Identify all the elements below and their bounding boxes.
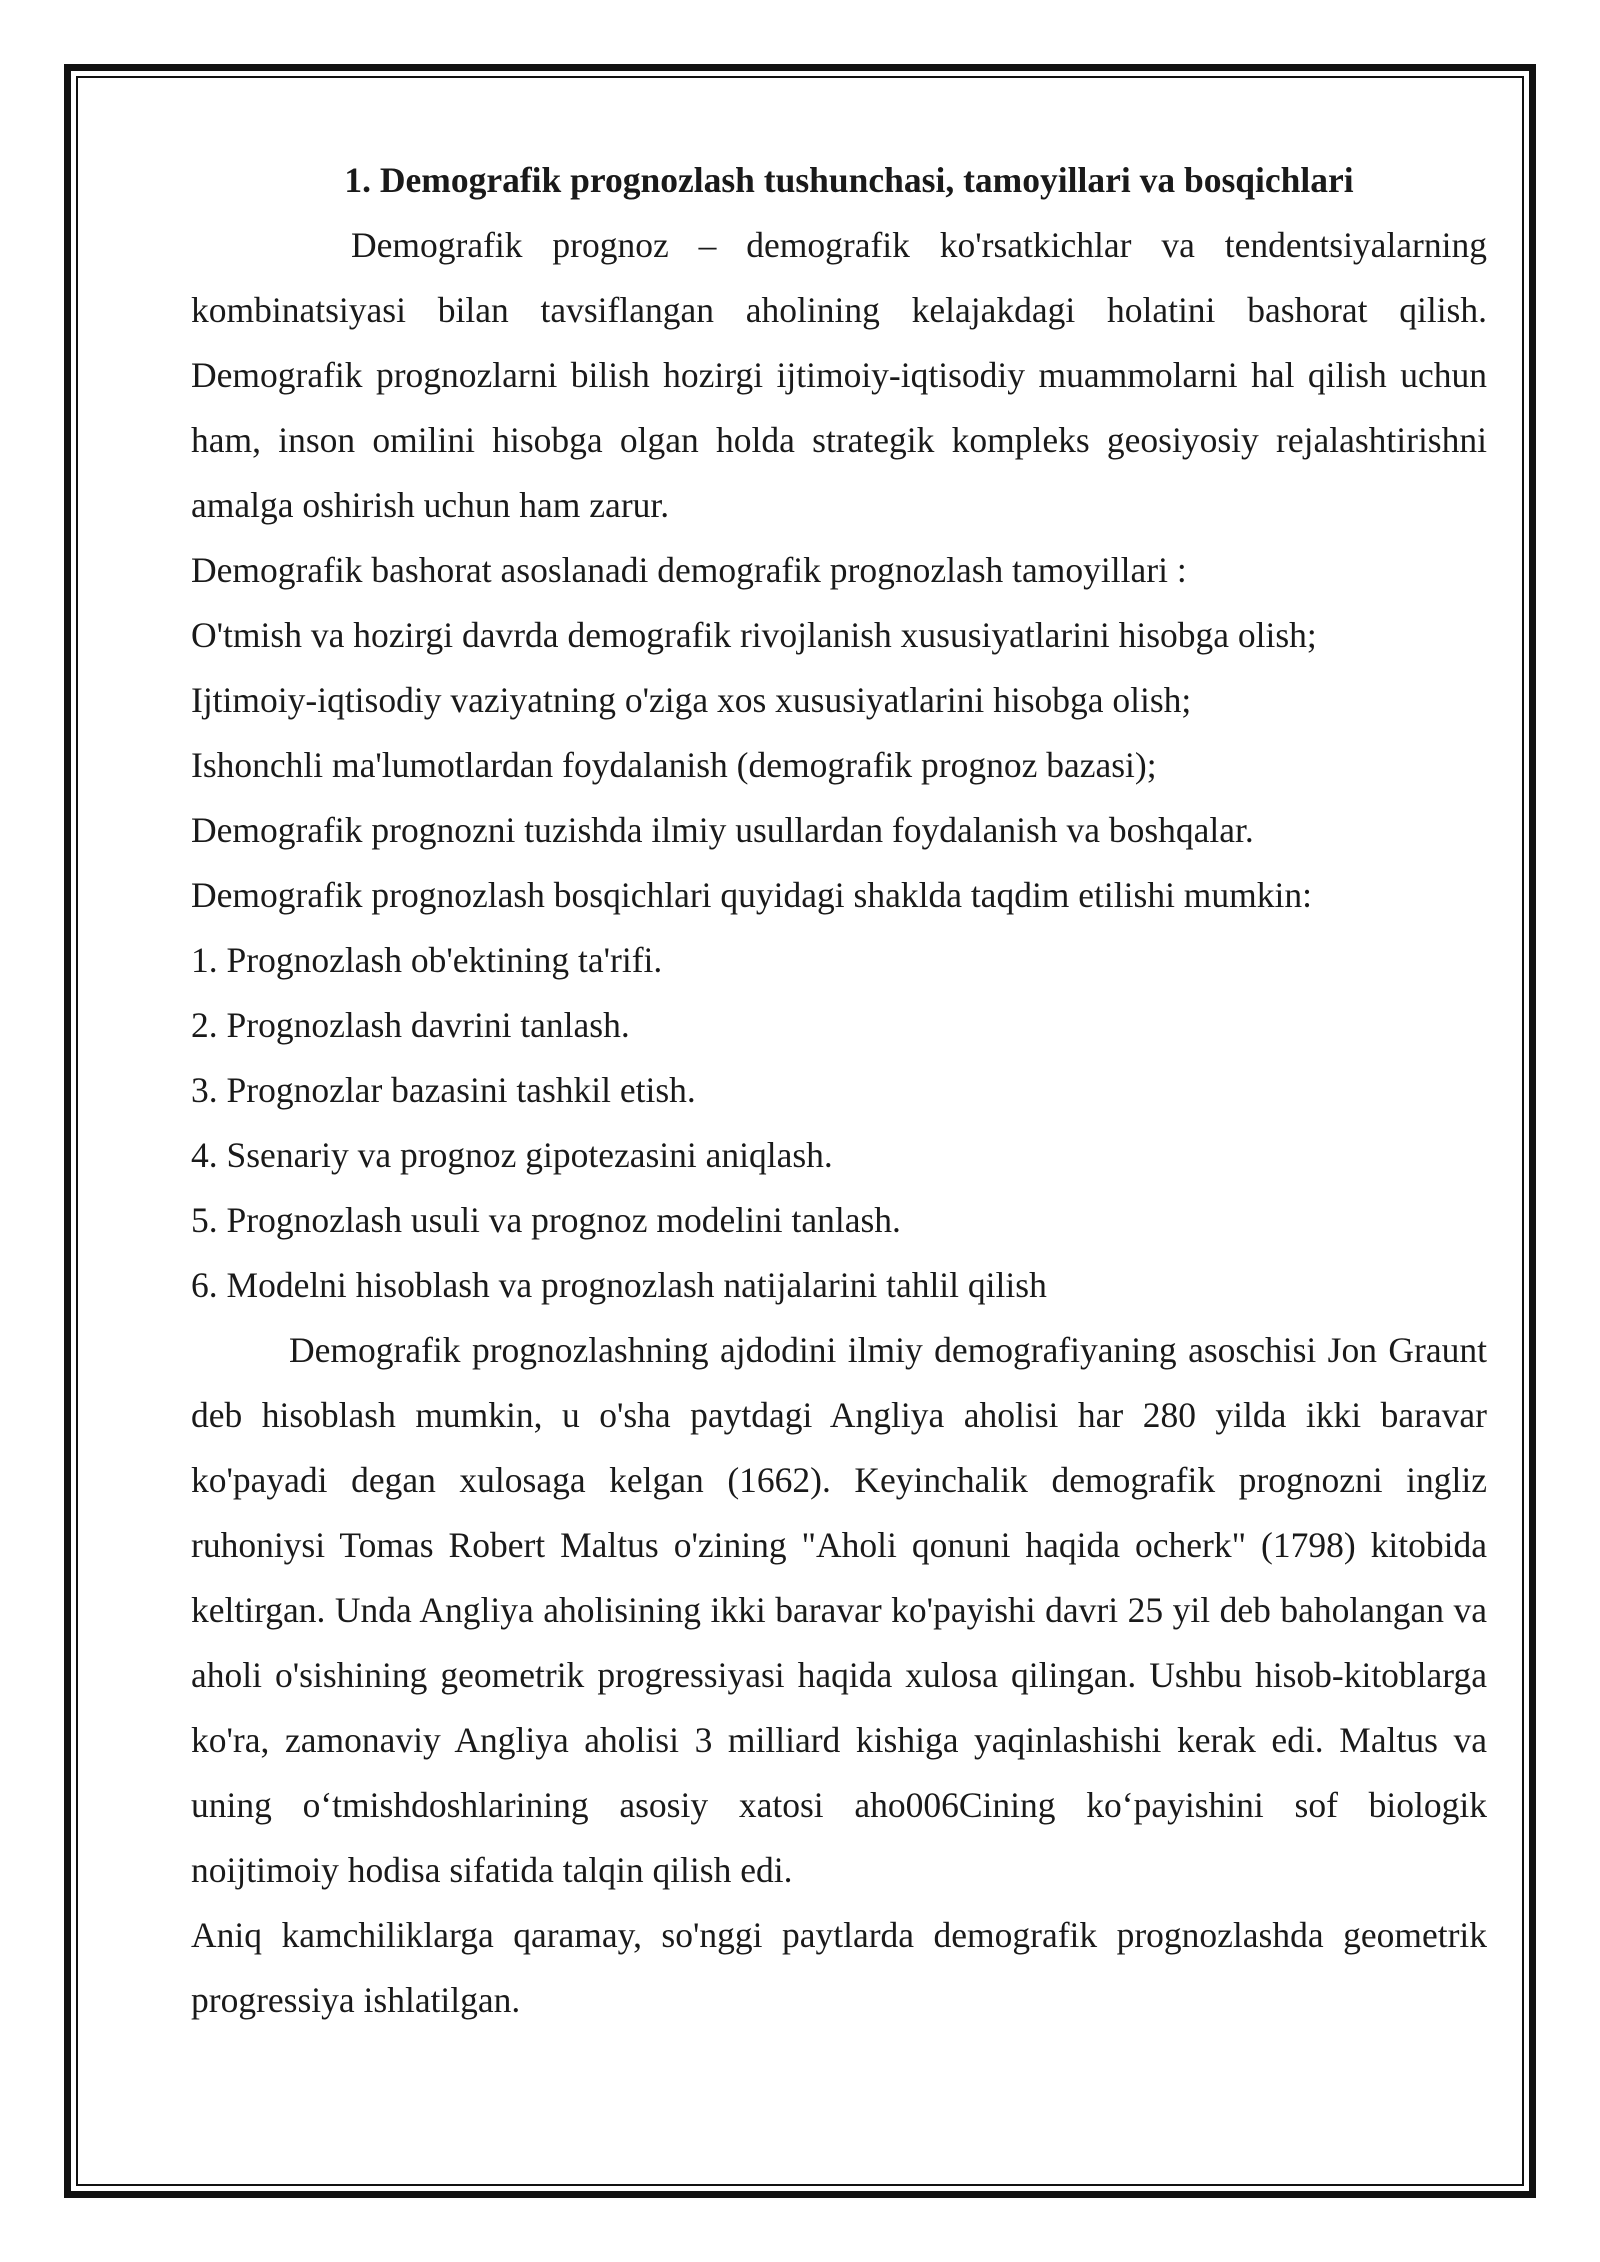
list-item: 3. Prognozlar bazasini tashkil etish. xyxy=(191,1070,696,1110)
list-item: Ijtimoiy-iqtisodiy vaziyatning o'ziga xos xususiyatlarini hisobga olish; xyxy=(191,680,1192,720)
document-body xyxy=(191,148,1487,2033)
list-item: 6. Modelni hisoblash va prognozlash natijalarini tahlil qilish xyxy=(191,1265,1047,1305)
list-item: 2. Prognozlash davrini tanlash. xyxy=(191,1005,630,1045)
list-item: Ishonchli ma'lumotlardan foydalanish (demografik prognoz bazasi); xyxy=(191,745,1157,785)
list-item: 4. Ssenariy va prognoz gipotezasini aniqlash. xyxy=(191,1135,833,1175)
closing-paragraph: Aniq kamchiliklarga qaramay, so'nggi paytlarda demografik prognozlashda geometrik progressiya ishlatilgan. xyxy=(191,1915,1487,2020)
stages-list xyxy=(191,928,1487,1318)
section-title: 1. Demografik prognozlash tushunchasi, tamoyillari va bosqichlari xyxy=(344,160,1354,200)
list-item: 1. Prognozlash ob'ektining ta'rifi. xyxy=(191,940,663,980)
list-item: Demografik prognozni tuzishda ilmiy usullardan foydalanish va boshqalar. xyxy=(191,810,1254,850)
principles-intro: Demografik bashorat asoslanadi demografik prognozlash tamoyillari : xyxy=(191,550,1187,590)
principles-list xyxy=(191,603,1487,863)
history-paragraph: Demografik prognozlashning ajdodini ilmiy demografiyaning asoschisi Jon Graunt deb hisoblash mumkin, u o'sha paytdagi Angliya aholisi har 280 yilda ikki baravar ko'payadi degan xulosaga kelgan (1662). Keyinchalik demografik prognozni ingliz ruhoniysi Tomas Robert Maltus o'zining "Aholi qonuni haqida ocherk" (1798) kitobida keltirgan. Unda Angliya aholisining ikki baravar ko'payishi davri 25 yil deb baholangan va aholi o'sishining geometrik progressiyasi haqida xulosa qilingan. Ushbu hisob-kitoblarga ko'ra, zamonaviy Angliya aholisi 3 milliard kishiga yaqinlashishi kerak edi. Maltus va uning o‘tmishdoshlarining asosiy xatosi aho006Cining ko‘payishini sof biologik noijtimoiy hodisa sifatida talqin qilish edi. xyxy=(191,1330,1487,1890)
stages-intro: Demografik prognozlash bosqichlari quyidagi shaklda taqdim etilishi mumkin: xyxy=(191,875,1313,915)
intro-paragraph: Demografik prognoz – demografik ko'rsatkichlar va tendentsiyalarning kombinatsiyasi bilan tavsiflangan aholining kelajakdagi holatini bashorat qilish. Demografik prognozlarni bilish hozirgi ijtimoiy-iqtisodiy muammolarni hal qilish uchun ham, inson omilini hisobga olgan holda strategik kompleks geosiyosiy rejalashtirishni amalga oshirish uchun ham zarur. xyxy=(191,225,1487,525)
list-item: O'tmish va hozirgi davrda demografik rivojlanish xususiyatlarini hisobga olish; xyxy=(191,615,1317,655)
list-item: 5. Prognozlash usuli va prognoz modelini tanlash. xyxy=(191,1200,901,1240)
